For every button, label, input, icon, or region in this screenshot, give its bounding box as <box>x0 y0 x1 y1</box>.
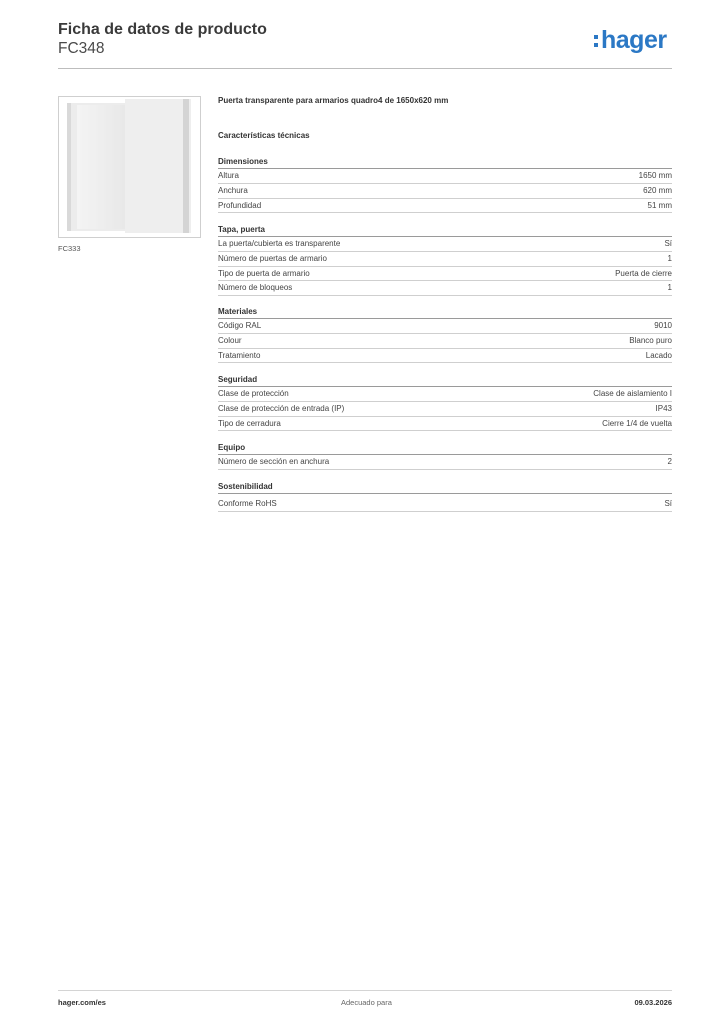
spec-label: Clase de protección de entrada (IP) <box>218 403 345 413</box>
section-heading: Equipo <box>218 442 672 455</box>
spec-value: 51 mm <box>647 200 672 210</box>
door-side-icon <box>125 99 191 233</box>
logo-text: hager <box>601 26 667 54</box>
spec-value: 1650 mm <box>638 171 672 180</box>
page-title: Ficha de datos de producto <box>58 21 267 38</box>
footer-website-link[interactable]: hager.com/es <box>58 998 106 1007</box>
spec-value: 1 <box>667 253 672 263</box>
spec-value: Sí <box>664 499 672 508</box>
spec-value: Clase de aislamiento I <box>593 389 672 398</box>
spec-row <box>218 455 672 470</box>
spec-row <box>218 281 672 296</box>
spec-row <box>218 199 672 214</box>
spec-value: Puerta de cierre <box>615 268 672 278</box>
spec-value: Cierre 1/4 de vuelta <box>602 418 672 428</box>
spec-row <box>218 267 672 282</box>
spec-row <box>218 334 672 349</box>
spec-row <box>218 387 672 402</box>
spec-label: Conforme RoHS <box>218 499 277 508</box>
spec-label: Altura <box>218 171 239 180</box>
footer-date: 09.03.2026 <box>634 998 672 1007</box>
spec-value: Lacado <box>645 350 672 360</box>
spec-label: Clase de protección <box>218 389 289 398</box>
tech-specs-heading: Características técnicas <box>218 131 310 140</box>
header-divider <box>58 68 672 69</box>
spec-row <box>218 497 672 512</box>
section-equipo <box>218 442 672 470</box>
section-heading: Tapa, puerta <box>218 224 672 237</box>
spec-value: Sí <box>664 239 672 248</box>
section-heading: Materiales <box>218 306 672 319</box>
spec-label: Tratamiento <box>218 350 261 360</box>
spec-label: Número de sección en anchura <box>218 457 330 466</box>
product-image <box>58 96 201 238</box>
spec-row <box>218 252 672 267</box>
spec-label: Anchura <box>218 185 248 195</box>
spec-label: Profundidad <box>218 200 262 210</box>
section-heading: Dimensiones <box>218 156 672 169</box>
spec-label: Tipo de puerta de armario <box>218 268 310 278</box>
spec-label: La puerta/cubierta es transparente <box>218 239 341 248</box>
spec-value: Blanco puro <box>629 335 672 345</box>
section-heading: Seguridad <box>218 374 672 387</box>
footer-divider <box>58 990 672 991</box>
section-heading: Sostenibilidad <box>218 481 672 494</box>
door-icon <box>67 103 129 231</box>
spec-row <box>218 169 672 184</box>
spec-value: 620 mm <box>643 185 672 195</box>
spec-row <box>218 319 672 334</box>
spec-value: 2 <box>667 457 672 466</box>
footer-suitable-for: Adecuado para <box>341 998 392 1007</box>
spec-label: Código RAL <box>218 321 262 330</box>
spec-value: 1 <box>667 283 672 293</box>
section-tapa-puerta <box>218 224 672 296</box>
spec-row <box>218 402 672 417</box>
spec-label: Número de bloqueos <box>218 283 293 293</box>
spec-value: IP43 <box>655 403 672 413</box>
section-seguridad <box>218 374 672 431</box>
spec-row <box>218 417 672 432</box>
spec-row <box>218 184 672 199</box>
hager-logo[interactable] <box>594 26 667 55</box>
product-title: Puerta transparente para armarios quadro4 de 1650x620 mm <box>218 96 449 105</box>
spec-label: Tipo de cerradura <box>218 418 281 428</box>
product-code: FC348 <box>58 40 105 57</box>
section-dimensiones <box>218 156 672 213</box>
spec-value: 9010 <box>654 321 672 330</box>
logo-dots-icon <box>594 32 599 50</box>
spec-row <box>218 349 672 364</box>
image-caption: FC333 <box>58 244 81 253</box>
spec-label: Número de puertas de armario <box>218 253 327 263</box>
spec-row <box>218 237 672 252</box>
section-sostenibilidad <box>218 481 672 512</box>
section-materiales <box>218 306 672 363</box>
spec-label: Colour <box>218 335 242 345</box>
